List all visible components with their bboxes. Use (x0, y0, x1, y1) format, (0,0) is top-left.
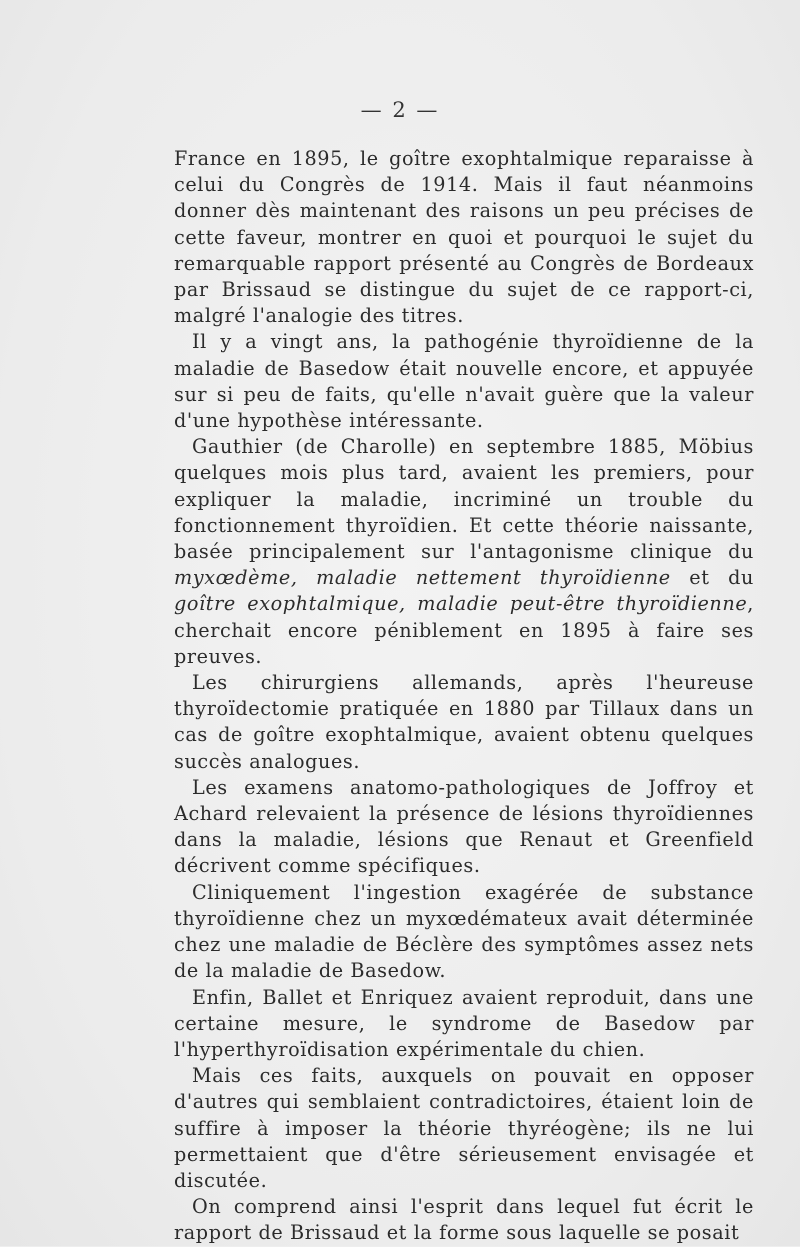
paragraph-6: Cliniquement l'ingestion exagérée de substance thyroïdienne chez un myxœdémateux avait déterminée chez une maladie de Béclère des symptômes assez nets de la maladie de Basedow. (174, 880, 754, 983)
body-text (174, 146, 754, 1247)
paragraph-7: Enfin, Ballet et Enriquez avaient reproduit, dans une certaine mesure, le syndrome de Basedow par l'hyperthyroïdisation expérimentale du chien. (174, 985, 754, 1061)
paragraph-2: Il y a vingt ans, la pathogénie thyroïdienne de la maladie de Basedow était nouvelle encore, et appuyée sur si peu de faits, qu'elle n'avait guère que la valeur d'une hypothèse intéressante. (174, 330, 754, 433)
paragraph-8: Mais ces faits, auxquels on pouvait en opposer d'autres qui semblaient contradictoires, étaient loin de suffire à imposer la théorie thyréogène; ils ne lui permettaient que d'être sérieusement envisagée et discutée. (174, 1064, 754, 1192)
paragraph-3-italic-goitre: goître exophtalmique, maladie peut-être thyroïdienne (174, 592, 748, 616)
paragraph-3-text-middle: et du (670, 566, 754, 590)
page-number: — 2 — (360, 98, 440, 122)
paragraph-3-italic-myxoedeme: myxœdème, maladie nettement thyroïdienne (174, 566, 671, 590)
paragraph-3-text-after: , cherchait encore péniblement en 1895 à faire ses preuves. (174, 592, 754, 668)
paragraph-3-text-before: Gauthier (de Charolle) en septembre 1885, Möbius quelques mois plus tard, avaient les premiers, pour expliquer la maladie, incriminé un trouble du fonctionnement thyroïdien. Et cette théorie naissante, basée principalement sur l'antagonisme clinique du (174, 435, 754, 564)
paragraph-1: France en 1895, le goître exophtalmique reparaisse à celui du Congrès de 1914. Mais il faut néanmoins donner dès maintenant des raisons un peu précises de cette faveur, montrer en quoi et pourquoi le sujet du remarquable rapport présenté au Congrès de Bordeaux par Brissaud se distingue du sujet de ce rapport-ci, malgré l'analogie des titres. (174, 147, 754, 328)
paragraph-5: Les examens anatomo-pathologiques de Joffroy et Achard relevaient la présence de lésions thyroïdiennes dans la maladie, lésions que Renaut et Greenfield décrivent comme spécifiques. (174, 775, 754, 878)
paragraph-3 (174, 434, 754, 670)
paragraph-4: Les chirurgiens allemands, après l'heureuse thyroïdectomie pratiquée en 1880 par Tillaux dans un cas de goître exophtalmique, avaient obtenu quelques succès analogues. (174, 671, 754, 773)
paragraph-9: On comprend ainsi l'esprit dans lequel fut écrit le rapport de Brissaud et la forme sous laquelle se posait (174, 1195, 754, 1245)
